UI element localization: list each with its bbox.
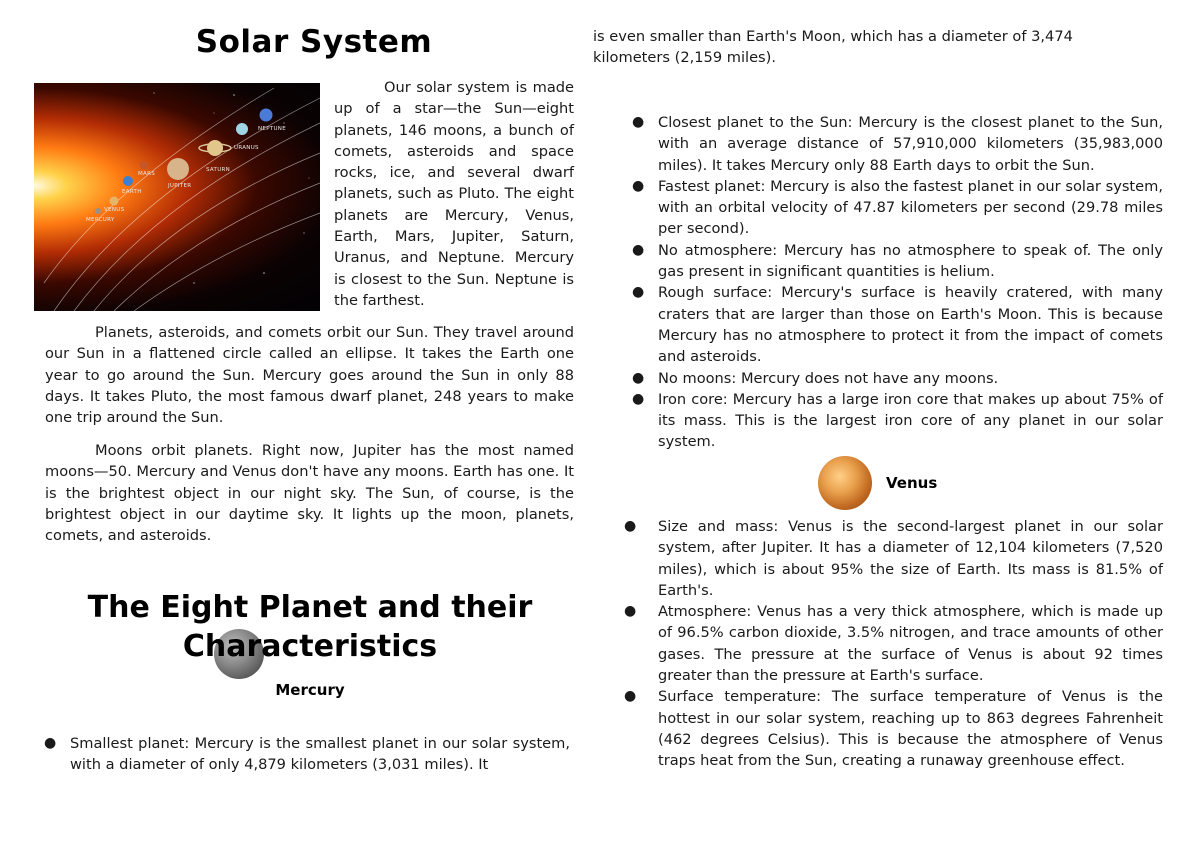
section-title [34, 588, 586, 666]
bullet-icon: ● [624, 518, 637, 534]
bullet-icon: ● [632, 390, 645, 407]
bullet-icon: ● [632, 241, 645, 258]
bullet-icon: ● [632, 114, 645, 130]
solar-system-illustration [34, 83, 320, 311]
list-item: ● Rough surface: Mercury's surface is heavily cratered, with many craters that are larger than those on Earth's Moon. This is because Mercury has no atmosphere to protect it from the impact of comets and asteroids. [632, 284, 1163, 366]
page-title: Solar System [195, 24, 433, 60]
venus-planet [110, 197, 119, 206]
bullet-icon: ● [624, 603, 637, 620]
neptune-label: NEPTUNE [258, 126, 286, 132]
section-title-line-1: The Eight Planet and their [87, 590, 533, 625]
saturn-label: SATURN [206, 167, 231, 173]
list-item: ● Surface temperature: The surface temperature of Venus is the hottest in our solar system, reaching up to 863 degrees Fahrenheit (462 degrees Celsius). This is because the atmosphere of Venus traps heat from the Sun, creating a runaway greenhouse effect. [624, 688, 1163, 770]
saturn-planet [207, 140, 223, 156]
jupiter-planet [167, 158, 189, 180]
neptune-planet [260, 109, 273, 122]
mercury-heading: Mercury [275, 681, 345, 699]
bullet-icon: ● [632, 177, 645, 194]
orbit-paragraph: Planets, asteroids, and comets orbit our Sun. They travel around our Sun in a flattened circle called an ellipse. It takes the Earth one year to go around the Sun. Mercury goes around the Sun in only 88 days. It takes Pluto, the most famous dwarf planet, 248 years to make one trip around the Sun. [45, 324, 574, 427]
list-item: ● Smallest planet: Mercury is the smallest planet in our solar system, with a diameter of only 4,879 kilometers (3,031 miles). It [44, 735, 570, 774]
list-item: ● No moons: Mercury does not have any moons. [658, 368, 1163, 389]
list-item: ● Fastest planet: Mercury is also the fastest planet in our solar system, with an orbital velocity of 47.87 kilometers per second (29.78 miles per second). [632, 177, 1163, 238]
list-item: ● Size and mass: Venus is the second-largest planet in our solar system, after Jupiter. It has a diameter of 12,104 kilometers (7,520 miles), which is about 95% the size of Earth. Its mass is 81.5% of Earth's. [624, 518, 1163, 599]
uranus-label: URANUS [234, 145, 259, 151]
bullet-icon: ● [44, 735, 57, 751]
bullet-icon: ● [632, 284, 645, 301]
bullet-icon: ● [632, 369, 645, 386]
solar-system-image [34, 83, 320, 311]
mercury-bullet-list-right [632, 112, 1163, 453]
earth-planet [123, 176, 133, 186]
mercury-planet [95, 208, 101, 214]
list-item: ● Iron core: Mercury has a large iron core that makes up about 75% of its mass. This is the largest iron core of any planet in our solar system. [632, 390, 1163, 451]
earth-label: EARTH [122, 189, 142, 195]
list-item: ● No atmosphere: Mercury has no atmosphere to speak of. The only gas present in significant quantities is helium. [632, 241, 1163, 281]
venus-heading: Venus [886, 474, 938, 492]
venus-label: VENUS [104, 207, 125, 213]
section-title-line-2: Characteristics [182, 629, 438, 664]
intro-paragraph: Our solar system is made up of a star—the Sun—eight planets, 146 moons, a bunch of comets, asteroids and space rocks, ice, and several dwarf planets, such as Pluto. The eight planets are Mercury, Venus, Earth, Mars, Jupiter, Saturn, Uranus, and Neptune. Mercury is closest to the Sun. Neptune is the farthest. [334, 79, 574, 309]
venus-image [818, 456, 872, 510]
venus-bullet-list [624, 516, 1163, 772]
moons-paragraph: Moons orbit planets. Right now, Jupiter has the most named moons—50. Mercury and Venus don't have any moons. Earth has one. It is the brightest object in our night sky. The Sun, of course, is the brightest object in our daytime sky. It lights up the moon, planets, comets, and asteroids. [45, 442, 574, 545]
uranus-planet [236, 123, 248, 135]
list-item: ● Closest planet to the Sun: Mercury is the closest planet to the Sun, with an average distance of 57,910,000 kilometers (35,983,000 miles). It takes Mercury only 88 Earth days to orbit the Sun. [632, 114, 1163, 174]
jupiter-label: JUPITER [168, 183, 192, 189]
list-item: ● Atmosphere: Venus has a very thick atmosphere, which is made up of 96.5% carbon dioxide, 3.5% nitrogen, and trace amounts of other gases. The pressure at the surface of Venus is about 92 times greater than the pressure at Earth's surface. [624, 603, 1163, 685]
mercury-label: MERCURY [86, 217, 115, 223]
bullet-icon: ● [624, 688, 637, 705]
continued-text: is even smaller than Earth's Moon, which has a diameter of 3,474 kilometers (2,159 miles). [593, 28, 1073, 67]
mars-label: MARS [138, 171, 156, 177]
mars-planet [140, 161, 148, 169]
mercury-bullet-list-left [44, 733, 570, 776]
